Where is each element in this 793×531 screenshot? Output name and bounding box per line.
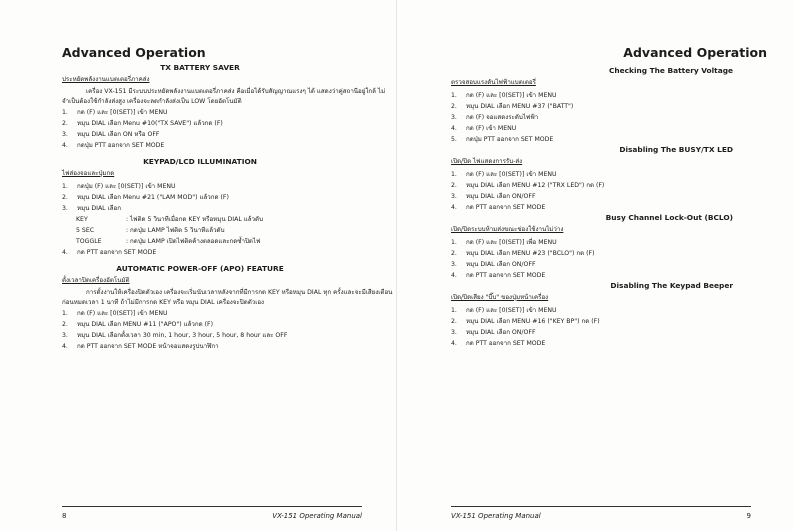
section-keypad-illumination xyxy=(62,157,396,258)
step-list xyxy=(62,308,396,352)
section-title: Busy Channel Lock-Out (BCLO) xyxy=(605,213,733,222)
footer-rule xyxy=(451,506,751,507)
list-item: 1. กด (F) และ [0(SET)] เข้า MENU xyxy=(62,310,168,317)
list-item: 3. หมุน DIAL เลือก xyxy=(62,205,121,212)
step-list xyxy=(451,305,793,349)
list-item: 3. หมุน DIAL เลือก ON/OFF xyxy=(451,329,536,336)
list-item: 4. กด PTT ออกจาก SET MODE xyxy=(451,340,546,347)
section-tx-battery-saver xyxy=(62,63,396,151)
section-paragraph: เครื่อง VX-151 มีระบบประหยัดพลังงานแบตเตอรี่ภาคส่ง คือเมื่อได้รับสัญญาณแรงๆ ได้ แสดงว่าคู่สถานีอยู่ใกล้ ไม่จำเป็นต้องใช้กำลังส่งสูง เครื่องจะลดกำลังส่งเป็น LOW โดยอัตโนมัติ xyxy=(62,88,386,105)
list-item: 2. หมุน DIAL เลือก MENU #37 ("BATT") xyxy=(451,103,574,110)
page-number: 9 xyxy=(746,512,751,520)
list-item: 2. หมุน DIAL เลือก MENU #23 ("BCLO") กด (F) xyxy=(451,250,595,257)
list-item: 4. กด PTT ออกจาก SET MODE xyxy=(451,272,546,279)
section-busy-led xyxy=(451,145,793,213)
step-list xyxy=(62,181,396,214)
list-item: 1. กด (F) และ [0(SET)] เข้า MENU xyxy=(451,171,557,178)
option-list xyxy=(62,214,396,247)
list-item: 2. หมุน DIAL เลือก MENU #11 ("APO") แล้วกด (F) xyxy=(62,321,214,328)
list-item: 4. กดปุ่ม PTT ออกจาก SET MODE xyxy=(62,142,165,149)
list-item: 4. กด PTT ออกจาก SET MODE หน้าจอแสดงรูปนาฬิกา xyxy=(62,343,219,350)
step-list xyxy=(62,107,396,151)
section-title: Checking The Battery Voltage xyxy=(608,66,733,75)
step-list xyxy=(451,90,793,145)
list-item: 2. หมุน DIAL เลือก MENU #12 ("TRX LED") กด (F) xyxy=(451,182,605,189)
manual-name: VX-151 Operating Manual xyxy=(272,512,362,520)
list-item: 3. หมุน DIAL เลือก ON หรือ OFF xyxy=(62,131,160,138)
right-page xyxy=(397,0,793,531)
list-item: 1. กด (F) และ [0(SET)] เข้า MENU xyxy=(62,109,168,116)
section-subtitle: เปิด/ปิด ไฟแสดงการรับ-ส่ง xyxy=(451,158,523,165)
manual-name: VX-151 Operating Manual xyxy=(451,512,541,520)
section-paragraph: การตั้งงานให้เครื่องปิดตัวเอง เครื่องจะเริ่มนับเวลาหลังจากที่มีการกด KEY หรือหมุน DIAL ทุก ครั้งและจะมีเสียงเตือนก่อนหมดเวลา 1 นาที ถ้าไม่มีการกด KEY หรือ หมุน DIAL เครื่องจะปิดตัวเอง xyxy=(62,289,393,306)
section-title: Disabling The BUSY/TX LED xyxy=(619,145,733,154)
section-title: Disabling The Keypad Beeper xyxy=(610,281,733,290)
list-item: 3. หมุน DIAL เลือก ON/OFF xyxy=(451,193,536,200)
page-header: Advanced Operation xyxy=(623,45,767,60)
page-footer xyxy=(62,512,362,521)
list-item: 4. กด (F) เข้า MENU xyxy=(451,125,517,132)
list-item: 1. กด (F) และ [0(SET)] เพื่อ MENU xyxy=(451,239,557,246)
section-subtitle: เปิด/ปิดระบบห้ามส่งขณะช่องใช้งานไม่ว่าง xyxy=(451,226,564,233)
page-header: Advanced Operation xyxy=(62,45,206,60)
list-item: 2. หมุน DIAL เลือก Menu #10("TX SAVE") แล้วกด (F) xyxy=(62,120,223,127)
list-item: 3. หมุน DIAL เลือก ON/OFF xyxy=(451,261,536,268)
list-item: 3. หมุน DIAL เลือกตั้งเวลา 30 min, 1 hour, 3 hour, 5 hour, 8 hour และ OFF xyxy=(62,332,288,339)
option-row: KEY : ไฟติด 5 วินาทีเมื่อกด KEY หรือหมุน DIAL แล้วดับ xyxy=(76,216,263,223)
page-footer xyxy=(451,512,751,521)
option-row: 5 SEC : กดปุ่ม LAMP ไฟติด 5 วินาทีแล้วดับ xyxy=(76,227,225,234)
section-title: TX BATTERY SAVER xyxy=(160,63,240,72)
section-subtitle: ประหยัดพลังงานแบตเตอรี่ภาคส่ง xyxy=(62,76,150,83)
list-item: 2. หมุน DIAL เลือก Menu #21 ("LAM MOD") แล้วกด (F) xyxy=(62,194,229,201)
list-item: 1. กดปุ่ม (F) และ [0(SET)] เข้า MENU xyxy=(62,183,176,190)
section-title: KEYPAD/LCD ILLUMINATION xyxy=(143,157,257,166)
section-subtitle: ตรวจสอบแรงดันไฟฟ้าแบตเตอรี่ xyxy=(451,79,536,86)
list-item: 5. กดปุ่ม PTT ออกจาก SET MODE xyxy=(451,136,554,143)
step-list xyxy=(451,237,793,281)
list-item: 1. กด (F) และ [0(SET)] เข้า MENU xyxy=(451,92,557,99)
step-list xyxy=(451,169,793,213)
option-row: TOGGLE : กดปุ่ม LAMP เปิดไฟติดค้างตลอดและกดซ้ำปิดไฟ xyxy=(76,238,261,245)
section-battery-voltage xyxy=(451,66,793,145)
list-item: 2. หมุน DIAL เลือก MENU #16 ("KEY BP") กด (F) xyxy=(451,318,600,325)
list-item: 3. กด (F) จอแสดงระดับไฟฟ้า xyxy=(451,114,539,121)
section-subtitle: เปิด/ปิดเสียง "บี๊บ" ของปุ่มหน้าเครื่อง xyxy=(451,294,549,301)
section-subtitle: ตั้งเวลาปิดเครื่องอัตโนมัติ xyxy=(62,277,130,284)
section-bclo xyxy=(451,213,793,281)
list-item: 1. กด (F) และ [0(SET)] เข้า MENU xyxy=(451,307,557,314)
section-apo xyxy=(62,264,396,352)
section-title: AUTOMATIC POWER-OFF (APO) FEATURE xyxy=(116,264,284,273)
section-keypad-beeper xyxy=(451,281,793,349)
section-subtitle: ไฟส่องจอและปุ่มกด xyxy=(62,170,115,177)
footer-rule xyxy=(62,506,362,507)
list-item: 4. กด PTT ออกจาก SET MODE xyxy=(62,249,157,256)
list-item: 4. กด PTT ออกจาก SET MODE xyxy=(451,204,546,211)
left-page xyxy=(0,0,396,531)
step-list xyxy=(62,247,396,258)
page-number: 8 xyxy=(62,512,67,520)
